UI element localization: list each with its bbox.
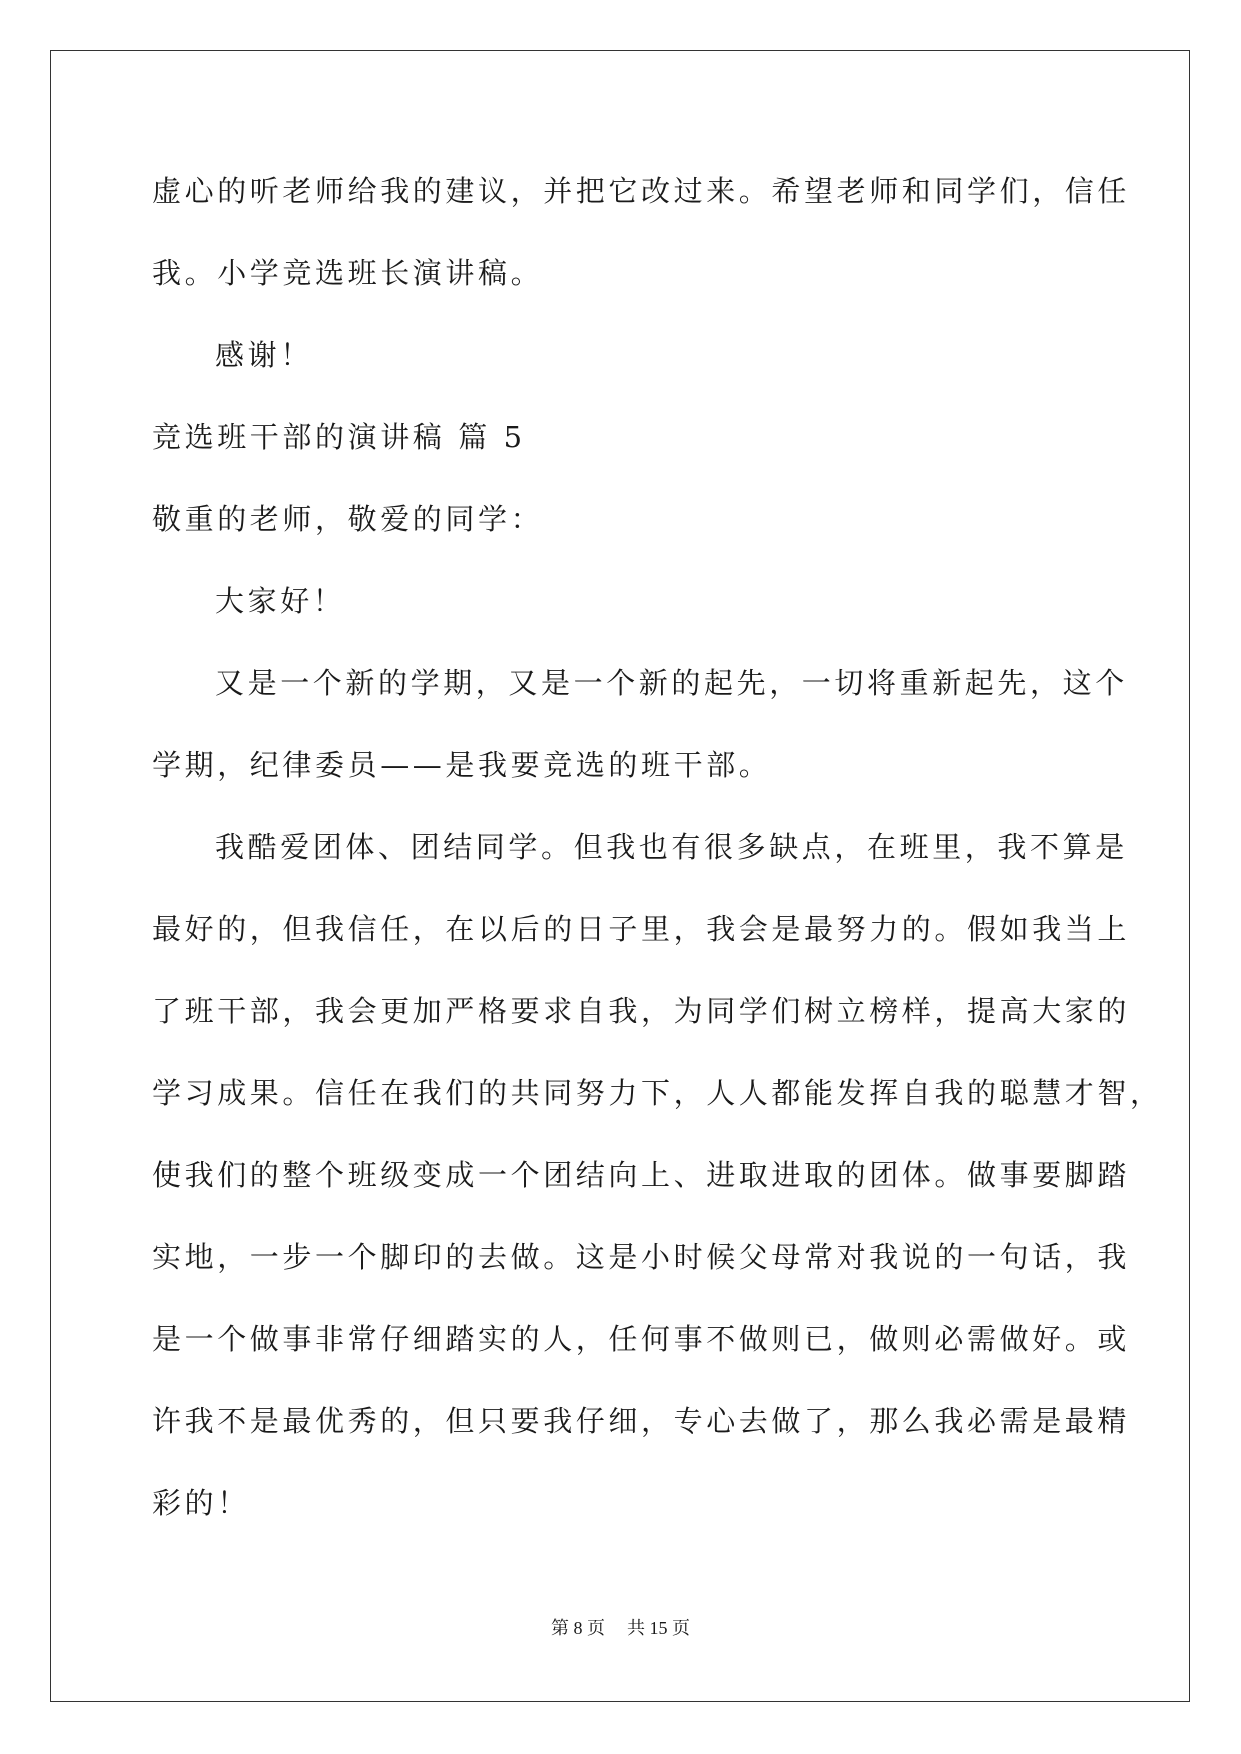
greeting: 大家好！ [215, 584, 346, 618]
body-line: 又是一个新的学期，又是一个新的起先，一切将重新起先，这个 [215, 666, 1128, 700]
body-line: 了班干部，我会更加严格要求自我，为同学们树立榜样，提高大家的 [152, 994, 1131, 1028]
page-number-total: 共 15 页 [627, 1618, 690, 1638]
closing-thanks: 感谢！ [215, 338, 313, 372]
body-line: 我酷爱团体、团结同学。但我也有很多缺点，在班里，我不算是 [215, 830, 1128, 864]
salutation: 敬重的老师，敬爱的同学： [152, 502, 544, 536]
body-line: 许我不是最优秀的，但只要我仔细，专心去做了，那么我必需是最精 [152, 1404, 1131, 1438]
body-line: 我。小学竞选班长演讲稿。 [152, 256, 544, 290]
body-line: 是一个做事非常仔细踏实的人，任何事不做则已，做则必需做好。或 [152, 1322, 1131, 1356]
page-footer [0, 1614, 1241, 1640]
body-line: 学期，纪律委员——是我要竞选的班干部。 [152, 748, 772, 782]
body-line: 最好的，但我信任，在以后的日子里，我会是最努力的。假如我当上 [152, 912, 1131, 946]
page-number-current: 第 8 页 [551, 1618, 605, 1638]
section-heading: 竞选班干部的演讲稿 篇 5 [152, 420, 526, 454]
body-line: 虚心的听老师给我的建议，并把它改过来。希望老师和同学们，信任 [152, 174, 1131, 208]
body-line: 彩的！ [152, 1486, 250, 1520]
body-line: 学习成果。信任在我们的共同努力下，人人都能发挥自我的聪慧才智， [152, 1076, 1163, 1110]
document-body [152, 168, 1163, 1562]
body-line: 使我们的整个班级变成一个团结向上、进取进取的团体。做事要脚踏 [152, 1158, 1131, 1192]
body-line: 实地，一步一个脚印的去做。这是小时候父母常对我说的一句话，我 [152, 1240, 1131, 1274]
